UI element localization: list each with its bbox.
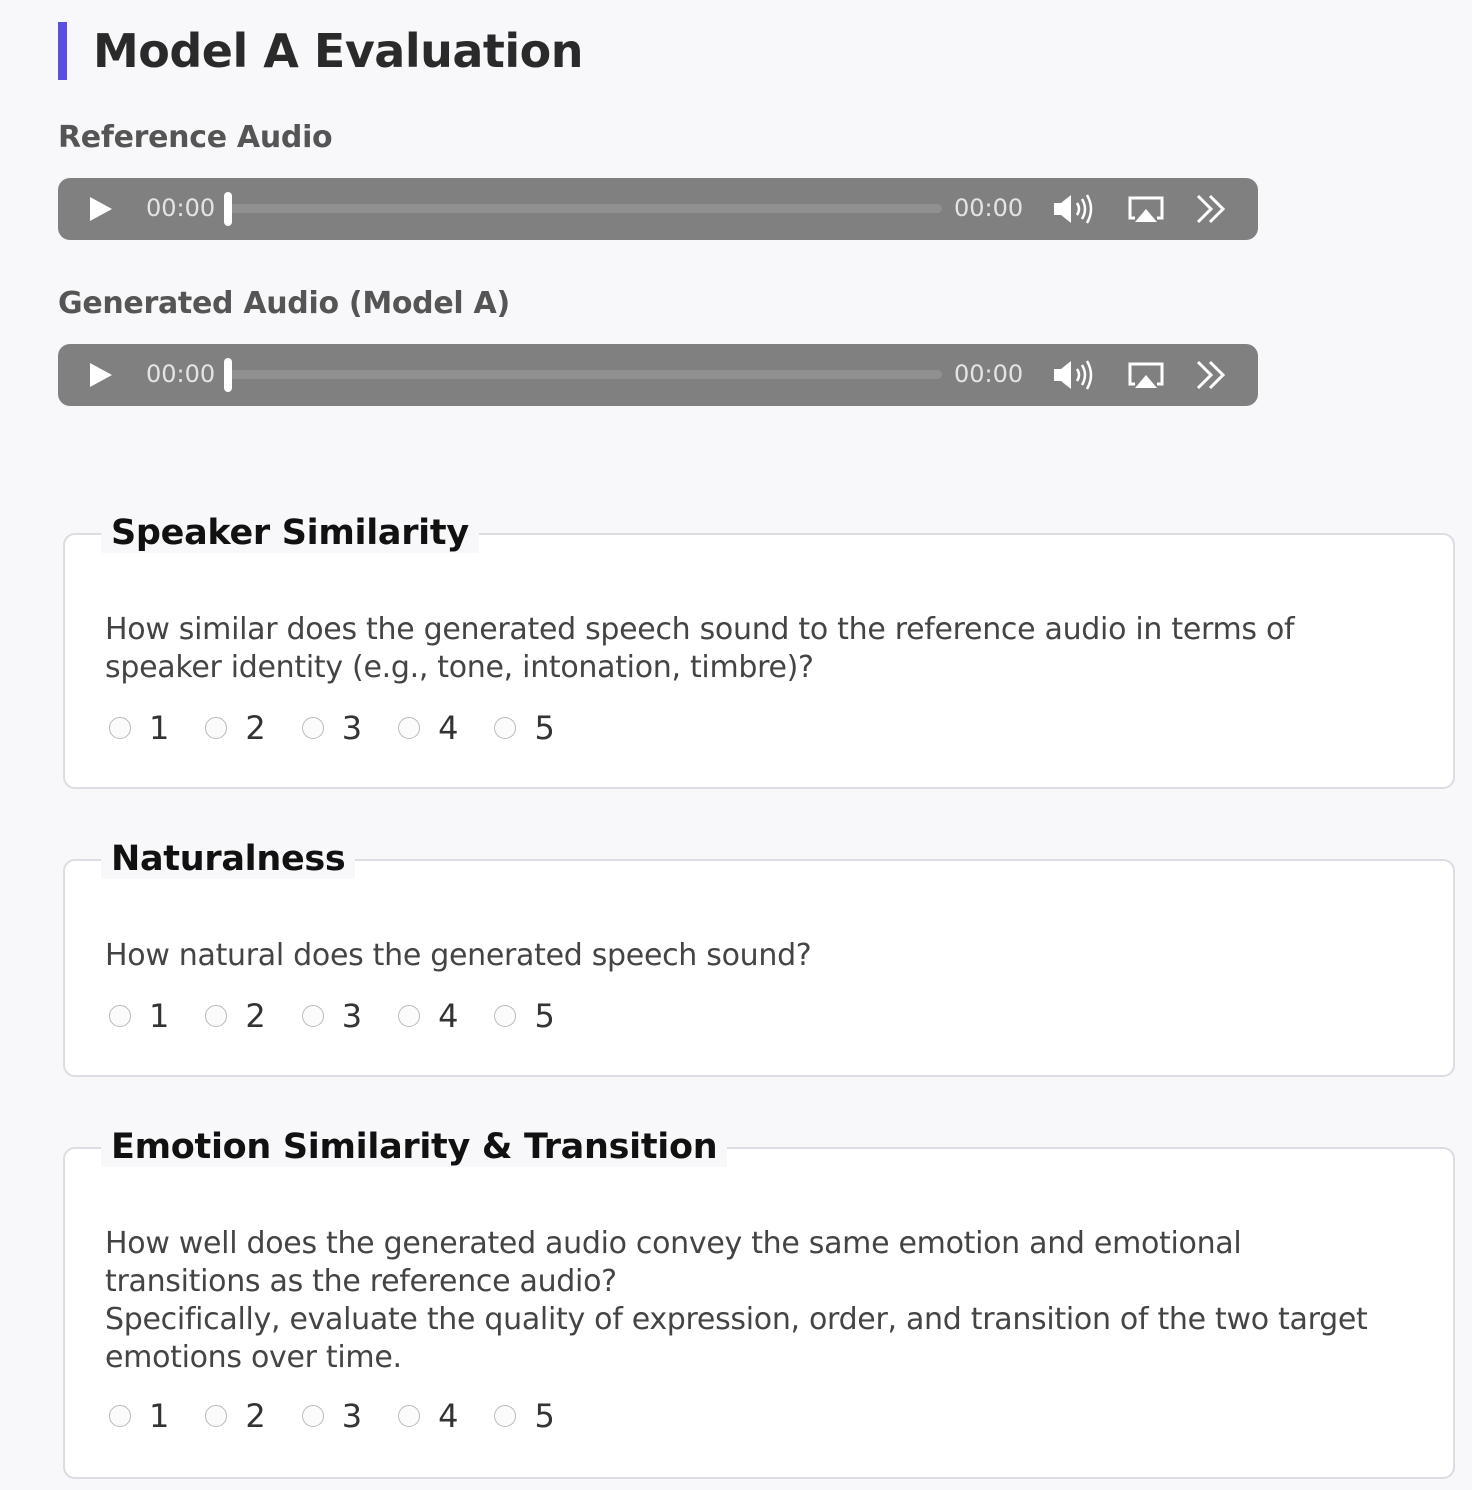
airplay-icon[interactable] [1121,190,1171,228]
generated-audio-player[interactable] [58,344,1258,406]
option-label: 5 [534,1397,555,1435]
option-label: 4 [438,1397,459,1435]
radio-button[interactable] [398,717,420,739]
option-label: 3 [341,1397,363,1435]
option-label: 5 [534,709,555,747]
current-time: 00:00 [146,360,216,388]
option-label: 3 [341,997,363,1035]
rating-options [109,709,591,747]
option-label: 1 [149,709,170,747]
rating-options [109,997,591,1035]
card-title: Emotion Similarity & Transition [101,1127,727,1167]
radio-button[interactable] [302,1005,324,1027]
radio-button[interactable] [494,717,516,739]
rating-option-3[interactable] [302,1397,362,1435]
radio-button[interactable] [109,1405,131,1427]
rating-option-2[interactable] [205,997,265,1035]
radio-button[interactable] [109,717,131,739]
rating-option-1[interactable] [109,709,169,747]
radio-button[interactable] [398,1405,420,1427]
reference-audio-label: Reference Audio [58,120,333,155]
seek-bar[interactable] [226,204,942,213]
option-label: 5 [534,997,555,1035]
radio-button[interactable] [398,1005,420,1027]
option-label: 2 [245,709,266,747]
radio-button[interactable] [109,1005,131,1027]
play-icon[interactable] [90,363,112,387]
seek-bar[interactable] [226,370,942,379]
rating-option-4[interactable] [398,709,458,747]
rating-option-3[interactable] [302,997,362,1035]
seek-handle[interactable] [224,358,232,392]
question-text: How similar does the generated speech sound to the reference audio in terms of speaker identity (e.g., tone, intonation, timbre)? [105,612,1295,685]
option-label: 2 [245,997,266,1035]
current-time: 00:00 [146,194,216,222]
page-header [58,22,583,80]
rating-option-3[interactable] [302,709,362,747]
question-text: How natural does the generated speech sound? [105,938,812,973]
title-accent-bar [58,22,67,80]
naturalness-card [63,839,1455,1077]
rating-option-4[interactable] [398,1397,458,1435]
option-label: 1 [149,1397,170,1435]
card-title: Naturalness [101,839,355,879]
rating-option-1[interactable] [109,1397,169,1435]
volume-icon[interactable] [1050,356,1100,394]
radio-button[interactable] [205,717,227,739]
fast-forward-icon[interactable] [1186,190,1236,228]
volume-icon[interactable] [1050,190,1100,228]
rating-option-2[interactable] [205,1397,265,1435]
question-text-detail: Specifically, evaluate the quality of expression, order, and transition of the two target emotions over time. [105,1302,1368,1375]
radio-button[interactable] [494,1005,516,1027]
option-label: 3 [341,709,363,747]
fast-forward-icon[interactable] [1186,356,1236,394]
radio-button[interactable] [205,1405,227,1427]
seek-handle[interactable] [224,192,232,226]
duration-time: 00:00 [954,360,1024,388]
page-title: Model A Evaluation [93,24,584,78]
radio-button[interactable] [302,717,324,739]
radio-button[interactable] [494,1405,516,1427]
airplay-icon[interactable] [1121,356,1171,394]
card-title: Speaker Similarity [101,513,479,553]
rating-option-1[interactable] [109,997,169,1035]
radio-button[interactable] [205,1005,227,1027]
option-label: 4 [438,709,459,747]
option-label: 4 [438,997,459,1035]
speaker-similarity-card [63,513,1455,789]
rating-option-2[interactable] [205,709,265,747]
rating-options [109,1397,591,1435]
duration-time: 00:00 [954,194,1024,222]
rating-option-5[interactable] [494,709,554,747]
rating-option-4[interactable] [398,997,458,1035]
option-label: 1 [149,997,170,1035]
option-label: 2 [245,1397,266,1435]
play-icon[interactable] [90,197,112,221]
emotion-similarity-card [63,1127,1455,1479]
radio-button[interactable] [302,1405,324,1427]
rating-option-5[interactable] [494,997,554,1035]
generated-audio-label: Generated Audio (Model A) [58,286,510,321]
reference-audio-player[interactable] [58,178,1258,240]
rating-option-5[interactable] [494,1397,554,1435]
question-text: How well does the generated audio convey the same emotion and emotional transitions as the reference audio? [105,1226,1242,1299]
